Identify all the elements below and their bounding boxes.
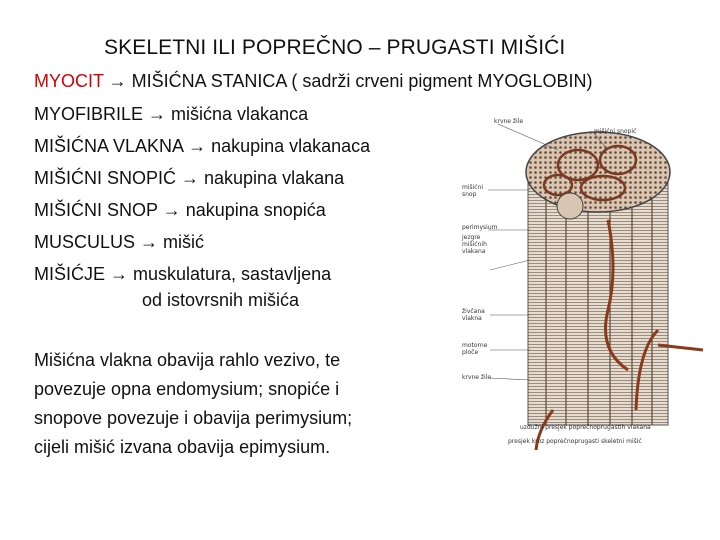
definition-misicje [34, 264, 331, 285]
figure-caption: uzdužni presjek poprečnoprugastih vlakana [520, 424, 651, 431]
figure-label: krvne žile [494, 118, 524, 125]
definition-text: → MIŠIĆNA STANICA ( sadrži crveni pigment MYOGLOBIN) [103, 71, 593, 91]
figure-caption: presjek kroz poprečnoprugasti skeletni mišić [508, 438, 642, 445]
figure-label: mišićni snop [462, 184, 484, 198]
definition-text: → nakupina vlakana [176, 168, 345, 188]
definition-term: MYOFIBRILE [34, 104, 144, 124]
paragraph-line: Mišićna vlakna obavija rahlo vezivo, te [34, 350, 341, 370]
muscle-cross-section-illustration [458, 110, 720, 456]
definition-text: → nakupina vlakanaca [183, 136, 371, 156]
definition-term: MYOCIT [34, 71, 104, 91]
figure-label: perimysium [462, 224, 498, 231]
definition-term: MIŠIĆNI SNOPIĆ [34, 168, 177, 188]
definition-musculus [34, 232, 204, 253]
figure-label: krvne žile [462, 374, 492, 381]
definition-misicna-vlakna [34, 136, 370, 157]
definition-text: → nakupina snopića [157, 200, 326, 220]
figure-label: jezgre mišićnih vlakana [462, 234, 487, 255]
figure-label: motorne ploče [462, 342, 488, 356]
definition-myocit [34, 71, 592, 92]
definition-misicni-snopic [34, 168, 344, 189]
definition-myofibrile [34, 104, 308, 125]
paragraph-line: snopove povezuje i obavija perimysium; [34, 408, 353, 428]
definition-text: → muskulatura, sastavljena [105, 264, 332, 284]
figure-label: mišićni snopić [594, 128, 637, 135]
definition-term: MIŠIĆNA VLAKNA [34, 136, 184, 156]
definition-term: MUSCULUS [34, 232, 136, 252]
paragraph-line: povezuje opna endomysium; snopiće i [34, 379, 340, 399]
definition-misicni-snop [34, 200, 326, 221]
paragraph-line: cijeli mišić izvana obavija epimysium. [34, 437, 331, 457]
explanation-paragraph [34, 346, 352, 462]
definition-term: MIŠIĆNI SNOP [34, 200, 158, 220]
definition-continuation: od istovrsnih mišića [142, 290, 300, 310]
figure-label: živčana vlakna [462, 308, 485, 322]
slide-title: SKELETNI ILI POPREČNO – PRUGASTI MIŠIĆI [104, 36, 566, 59]
definition-text: → mišićna vlakanca [143, 104, 309, 124]
definition-text: → mišić [135, 232, 205, 252]
definition-term: MIŠIĆJE [34, 264, 106, 284]
